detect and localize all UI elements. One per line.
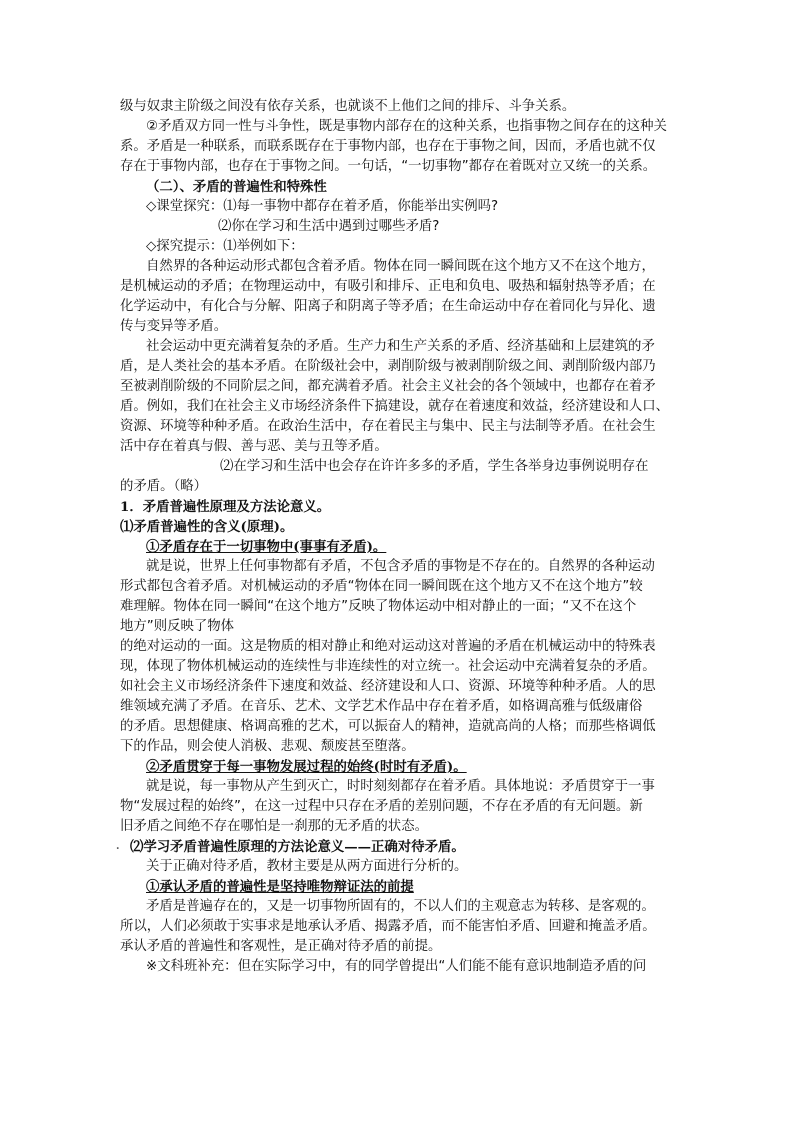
text-line: 至被剥削阶级的不同阶层之间，都充满着矛盾。社会主义社会的各个领域中，也都存在着矛 — [120, 379, 656, 394]
text-line: ⑵在学习和生活中也会存在许许多多的矛盾，学生各举身边事例说明存在 — [220, 459, 649, 474]
section-heading: 1．矛盾普遍性原理及方法论意义。 — [120, 499, 331, 515]
text-line: 社会运动中更充满着复杂的矛盾。生产力和生产关系的矛盾、经济基础和上层建筑的矛 — [146, 339, 655, 354]
bullet-mark: . — [116, 841, 120, 852]
subsection-heading: ⑴矛盾普遍性的含义(原理)。 — [120, 519, 294, 535]
text-line: 是机械运动的矛盾；在物理运动中，有吸引和排斥、正电和负电、吸热和辐射热等矛盾；在 — [120, 279, 656, 294]
text-line: 物“发展过程的始终”，在这一过程中只存在矛盾的差别问题，不存在矛盾的有无问题。新 — [120, 799, 643, 814]
text-line: 的矛盾。思想健康、格调高雅的艺术，可以振奋人的精神，造就高尚的人格；而那些格调低 — [120, 719, 656, 734]
text-line: 的矛盾。（略） — [120, 479, 208, 494]
text-line: 化学运动中，有化合与分解、阳离子和阴离子等矛盾；在生命运动中存在着同化与异化、遗 — [120, 299, 656, 314]
point-heading: ①矛盾存在于一切事物中(事事有矛盾)。 — [146, 539, 387, 555]
text-line: 存在于事物内部，也存在于事物之间。一句话，“一切事物”都存在着既对立又统一的关系。 — [120, 159, 657, 174]
text-line: 承认矛盾的普遍性和客观性，是正确对待矛盾的前提。 — [120, 939, 442, 954]
subsection-heading: . ⑵学习矛盾普遍性原理的方法论意义——正确对待矛盾。 — [116, 839, 465, 855]
text-line: ②矛盾双方同一性与斗争性，既是事物内部存在的这种关系，也指事物之间存在的这种关 — [146, 119, 667, 134]
text-line: 盾，是人类社会的基本矛盾。在阶级社会中，剥削阶级与被剥削阶级之间、剥削阶级内部乃 — [120, 359, 656, 374]
text-line: ⑵你在学习和生活中遇到过哪些矛盾? — [218, 219, 440, 234]
text-line: 如社会主义市场经济条件下速度和效益、经济建设和人口、资源、环境等种种矛盾。人的思 — [120, 679, 656, 694]
text-line: 的绝对运动的一面。这是物质的相对静止和绝对运动这对普遍的矛盾在机械运动中的特殊表 — [120, 639, 656, 654]
text-line: 维领域充满了矛盾。在音乐、艺术、文学艺术作品中存在着矛盾，如格调高雅与低级庸俗 — [120, 699, 643, 714]
text-line: ※文科班补充：但在实际学习中，有的同学曾提出“人们能不能有意识地制造矛盾的问 — [146, 959, 647, 974]
document-body — [116, 97, 680, 977]
point-heading: ②矛盾贯穿于每一事物发展过程的始终(时时有矛盾)。 — [146, 759, 467, 775]
text-line: 旧矛盾之间绝不存在哪怕是一刹那的无矛盾的状态。 — [120, 819, 428, 834]
section-heading: （二）、矛盾的普遍性和特殊性 — [146, 179, 327, 195]
text-line: 资源、环境等种种矛盾。在政治生活中，存在着民主与集中、民主与法制等矛盾。在社会生 — [120, 419, 656, 434]
point-heading: ①承认矛盾的普遍性是坚持唯物辩证法的前提 — [146, 879, 414, 895]
text-line: 活中存在着真与假、善与恶、美与丑等矛盾。 — [120, 439, 388, 454]
text-line: 难理解。物体在同一瞬间“在这个地方”反映了物体运动中相对静止的一面；“又不在这个 — [120, 599, 637, 614]
text-line: 地方”则反映了物体 — [120, 619, 235, 634]
text-line: 系。矛盾是一种联系，而联系既存在于事物内部，也存在于事物之间，因而，矛盾也就不仅 — [120, 139, 656, 154]
text-line: ◇课堂探究：⑴每一事物中都存在着矛盾，你能举出实例吗? — [146, 199, 499, 214]
text-line: 级与奴隶主阶级之间没有依存关系，也就谈不上他们之间的排斥、斗争关系。 — [120, 99, 576, 114]
text-line: 关于正确对待矛盾，教材主要是从两方面进行分析的。 — [146, 859, 468, 874]
text-line: 下的作品，则会使人消极、悲观、颓废甚至堕落。 — [120, 739, 415, 754]
text-line: 就是说，每一事物从产生到灭亡，时时刻刻都存在着矛盾。具体地说：矛盾贯穿于一事 — [146, 779, 655, 794]
text-line: 自然界的各种运动形式都包含着矛盾。物体在同一瞬间既在这个地方又不在这个地方， — [146, 259, 655, 274]
text-line: 所以，人们必须敢于实事求是地承认矛盾、揭露矛盾，而不能害怕矛盾、回避和掩盖矛盾。 — [120, 919, 656, 934]
text-line: 盾。例如，我们在社会主义市场经济条件下搞建设，就存在着速度和效益，经济建设和人口、 — [120, 399, 670, 414]
text-line: 就是说，世界上任何事物都有矛盾，不包含矛盾的事物是不存在的。自然界的各种运动 — [146, 559, 655, 574]
text-line: 传与变异等矛盾。 — [120, 319, 228, 334]
text-line: 形式都包含着矛盾。对机械运动的矛盾“物体在同一瞬间既在这个地方又不在这个地方”较 — [120, 579, 643, 594]
text-line: 矛盾是普遍存在的，又是一切事物所固有的，不以人们的主观意志为转移、是客观的。 — [146, 899, 655, 914]
text-line: ◇探究提示：⑴举例如下： — [146, 239, 304, 254]
text-line: 现，体现了物体机械运动的连续性与非连续性的对立统一。社会运动中充满着复杂的矛盾。 — [120, 659, 656, 674]
